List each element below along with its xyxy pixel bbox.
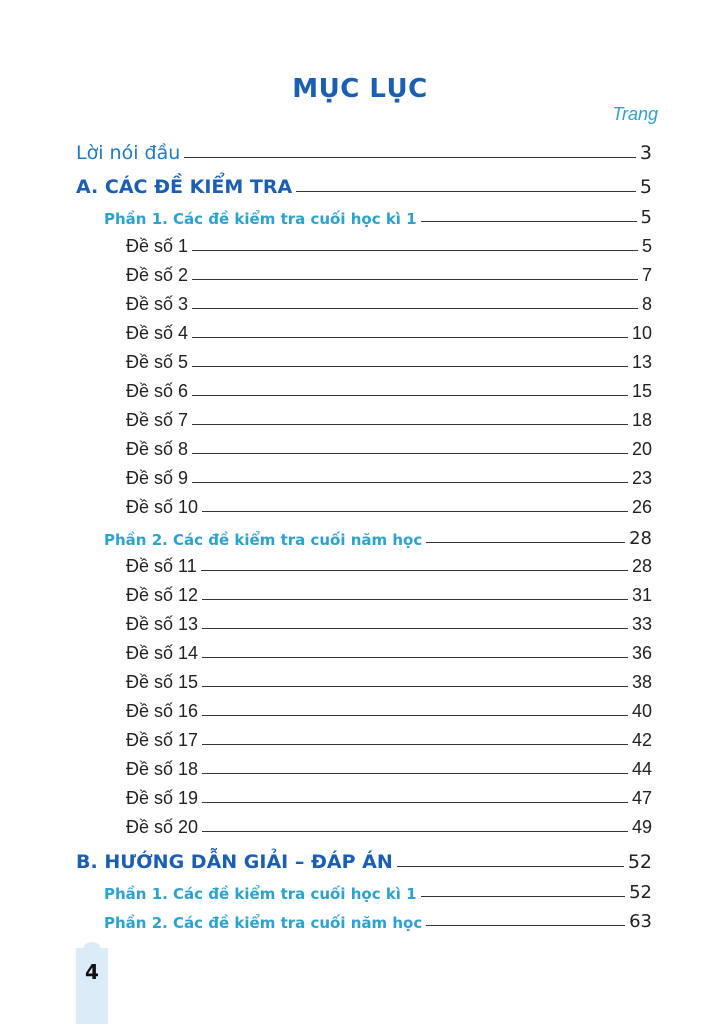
leader-line	[202, 773, 628, 774]
toc-entry-page: 42	[631, 730, 652, 750]
toc-entry-label: Đề số 8	[126, 439, 189, 459]
leader-line	[421, 221, 637, 222]
toc-entry-page: 44	[631, 759, 652, 779]
toc-entry-label: Phần 2. Các đề kiểm tra cuối năm học	[104, 914, 423, 932]
toc-item[interactable]	[126, 463, 652, 489]
toc-b-part2[interactable]	[104, 906, 652, 932]
toc-entry-label: Đề số 1	[126, 236, 189, 256]
toc-item[interactable]	[126, 638, 652, 664]
toc-item[interactable]	[126, 580, 652, 606]
leader-line	[426, 925, 625, 926]
toc-entry-page: 31	[631, 585, 652, 605]
leader-line	[192, 395, 628, 396]
toc-item[interactable]	[126, 434, 652, 460]
leader-line	[192, 453, 628, 454]
toc-item[interactable]	[126, 551, 652, 577]
toc-entry-page: 26	[631, 497, 652, 517]
toc-entry-page: 20	[631, 439, 652, 459]
toc-entry-page: 40	[631, 701, 652, 721]
toc-entry-label: Phần 1. Các đề kiểm tra cuối học kì 1	[104, 210, 417, 228]
toc-entry-label: Đề số 13	[126, 614, 199, 634]
toc-item[interactable]	[126, 289, 652, 315]
toc-item[interactable]	[126, 696, 652, 722]
toc-entry-page: 10	[631, 323, 652, 343]
leader-line	[192, 279, 638, 280]
page-title: MỤC LỤC	[292, 74, 428, 104]
toc-entry-page: 47	[631, 788, 652, 808]
toc-entry-label: Phần 1. Các đề kiểm tra cuối học kì 1	[104, 885, 417, 903]
toc-entry-page: 52	[627, 851, 652, 873]
toc-entry-page: 33	[631, 614, 652, 634]
leader-line	[421, 896, 625, 897]
toc-item[interactable]	[126, 405, 652, 431]
leader-line	[192, 424, 628, 425]
toc-entry-label: Đề số 12	[126, 585, 199, 605]
toc-entry-label: Đề số 3	[126, 294, 189, 314]
toc-entry-label: Đề số 19	[126, 788, 199, 808]
leader-line	[202, 657, 628, 658]
toc-entry-page: 8	[641, 294, 652, 314]
toc-entry-label: Đề số 17	[126, 730, 199, 750]
toc-entry-page: 13	[631, 352, 652, 372]
leader-line	[184, 157, 636, 158]
toc-entry-label: A. CÁC ĐỀ KIỂM TRA	[76, 176, 293, 198]
toc-entry-page: 15	[631, 381, 652, 401]
toc-entry-page: 52	[629, 882, 652, 903]
leader-line	[202, 686, 628, 687]
page-number-tab	[76, 948, 108, 1024]
toc-entry-label: Đề số 9	[126, 468, 189, 488]
toc-entry-label: Đề số 7	[126, 410, 189, 430]
leader-line	[426, 542, 625, 543]
toc-entry-page: 63	[629, 911, 652, 932]
toc-a-part1[interactable]	[104, 202, 652, 228]
leader-line	[202, 744, 628, 745]
toc-item[interactable]	[126, 812, 652, 838]
toc-item[interactable]	[126, 725, 652, 751]
toc-entry-page: 7	[641, 265, 652, 285]
leader-line	[202, 599, 628, 600]
leader-line	[192, 482, 628, 483]
toc-a-part2[interactable]	[104, 523, 652, 549]
toc-item[interactable]	[126, 754, 652, 780]
page-number: 4	[85, 960, 99, 984]
leader-line	[202, 802, 628, 803]
leader-line	[192, 366, 628, 367]
toc-entry-label: Đề số 4	[126, 323, 189, 343]
leader-line	[397, 866, 624, 867]
toc-section-b[interactable]	[76, 847, 652, 873]
toc-item[interactable]	[126, 667, 652, 693]
leader-line	[202, 628, 628, 629]
toc-entry-label: Đề số 18	[126, 759, 199, 779]
tab-notch	[84, 942, 100, 952]
toc-item[interactable]	[126, 609, 652, 635]
toc-entry-page: 5	[639, 176, 652, 198]
toc-item[interactable]	[126, 318, 652, 344]
toc-entry-page: 28	[629, 528, 652, 549]
toc-item[interactable]	[126, 376, 652, 402]
page-column-label: Trang	[612, 104, 658, 124]
toc-entry-page: 49	[631, 817, 652, 837]
toc-entry-label: Đề số 2	[126, 265, 189, 285]
toc-entry-label: Đề số 15	[126, 672, 199, 692]
toc-entry-page: 38	[631, 672, 652, 692]
toc-item[interactable]	[126, 492, 652, 518]
toc-entry-page: 36	[631, 643, 652, 663]
toc-entry-label: Đề số 6	[126, 381, 189, 401]
toc-entry-page: 23	[631, 468, 652, 488]
toc-entry-label: Đề số 10	[126, 497, 199, 517]
toc-item[interactable]	[126, 347, 652, 373]
leader-line	[296, 191, 636, 192]
leader-line	[192, 337, 628, 338]
leader-line	[202, 715, 628, 716]
toc-entry-label: Đề số 16	[126, 701, 199, 721]
toc-entry-label: Đề số 5	[126, 352, 189, 372]
toc-section-a[interactable]	[76, 172, 652, 198]
leader-line	[202, 831, 628, 832]
toc-item[interactable]	[126, 231, 652, 257]
toc-entry-label: Phần 2. Các đề kiểm tra cuối năm học	[104, 531, 423, 549]
leader-line	[192, 250, 638, 251]
leader-line	[202, 511, 628, 512]
toc-entry-intro[interactable]	[76, 138, 652, 164]
toc-entry-page: 18	[631, 410, 652, 430]
toc-entry-page: 5	[640, 207, 652, 228]
toc-entry-label: Đề số 14	[126, 643, 199, 663]
toc-entry-label: Lời nói đầu	[76, 142, 181, 164]
toc-entry-page: 3	[639, 142, 652, 164]
toc-entry-page: 5	[641, 236, 652, 256]
leader-line	[192, 308, 638, 309]
toc-entry-label: B. HƯỚNG DẪN GIẢI – ĐÁP ÁN	[76, 851, 393, 873]
toc-entry-page: 28	[631, 556, 652, 576]
toc-entry-label: Đề số 20	[126, 817, 199, 837]
toc-b-part1[interactable]	[104, 877, 652, 903]
toc-item[interactable]	[126, 260, 652, 286]
toc-item[interactable]	[126, 783, 652, 809]
toc-entry-label: Đề số 11	[126, 556, 197, 576]
leader-line	[201, 570, 628, 571]
